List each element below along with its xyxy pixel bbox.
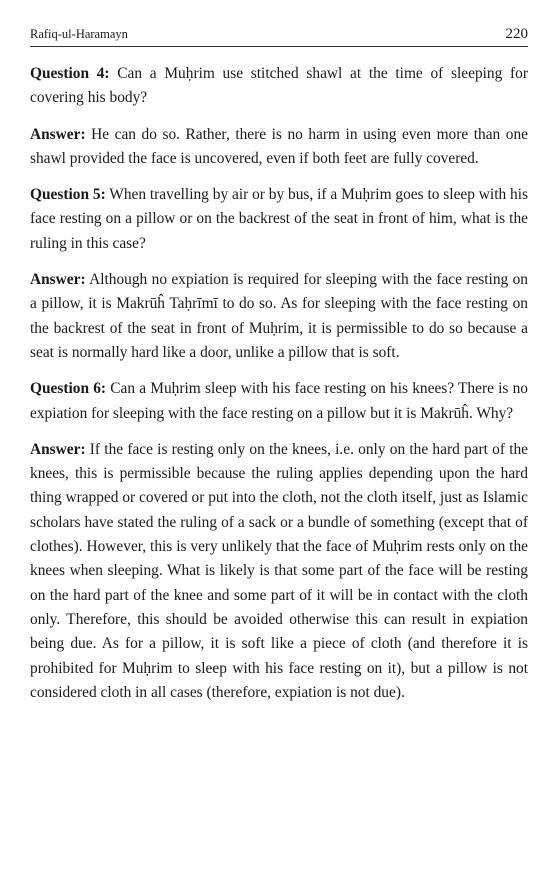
paragraph-label: Question 5: bbox=[30, 186, 106, 204]
page-number: 220 bbox=[505, 26, 528, 42]
answer-4-paragraph bbox=[30, 123, 528, 172]
paragraph-label: Answer: bbox=[30, 125, 86, 143]
running-title: Rafiq-ul-Haramayn bbox=[30, 27, 128, 41]
paragraph-text: Can a Muḥrim use stitched shawl at the time of sleeping for covering his body? bbox=[30, 65, 528, 107]
paragraph-text: When travelling by air or by bus, if a Muḥrim goes to sleep with his face resting on a pillow or on the backrest of the seat in front of him, what is the ruling in this case? bbox=[30, 186, 528, 252]
paragraph-label: Answer: bbox=[30, 271, 86, 289]
page-header bbox=[30, 20, 528, 47]
paragraph-label: Question 4: bbox=[30, 65, 110, 82]
paragraph-label: Answer: bbox=[30, 440, 86, 458]
paragraph-text: If the face is resting only on the knees, i.e. only on the hard part of the knees, this is permissible because the ruling applies depending upon the hard thing wrapped or covered or put into the cloth, not the cloth itself, just as Islamic scholars have stated the ruling of a sack or a bundle of something (except that of clothes). However, this is very unlikely that the face of Muḥrim rests only on the knees when sleeping. What is likely is that some part of the face will be resting on the hard part of the knee and some part of it will be in contact with the cloth only. Therefore, this should be avoided otherwise this can result in expiation being due. As for a pillow, it is soft like a piece of cloth (and therefore it is prohibited for Muḥrim to sleep with his face resting on it), but a pillow is not considered cloth in all cases (therefore, expiation is not due). bbox=[30, 440, 528, 701]
answer-5-paragraph bbox=[30, 268, 528, 365]
page-body bbox=[30, 62, 528, 717]
question-5-paragraph bbox=[30, 183, 528, 256]
paragraph-text: He can do so. Rather, there is no harm in using even more than one shawl provided the face is uncovered, even if both feet are fully covered. bbox=[30, 125, 528, 167]
question-4-paragraph bbox=[30, 62, 528, 111]
paragraph-label: Question 6: bbox=[30, 380, 107, 398]
paragraph-text: Although no expiation is required for sleeping with the face resting on a pillow, it is Makrūĥ Taḥrīmī to do so. As for sleeping with the face resting on the backrest of the seat in front of Muḥrim, it is permissible to do so because a seat is normally hard like a door, unlike a pillow that is soft. bbox=[30, 271, 528, 361]
answer-6-paragraph bbox=[30, 438, 528, 705]
paragraph-text: Can a Muḥrim sleep with his face resting on his knees? There is no expiation for sleeping with the face resting on a pillow but it is Makrūĥ. Why? bbox=[30, 380, 528, 422]
question-6-paragraph bbox=[30, 377, 528, 426]
